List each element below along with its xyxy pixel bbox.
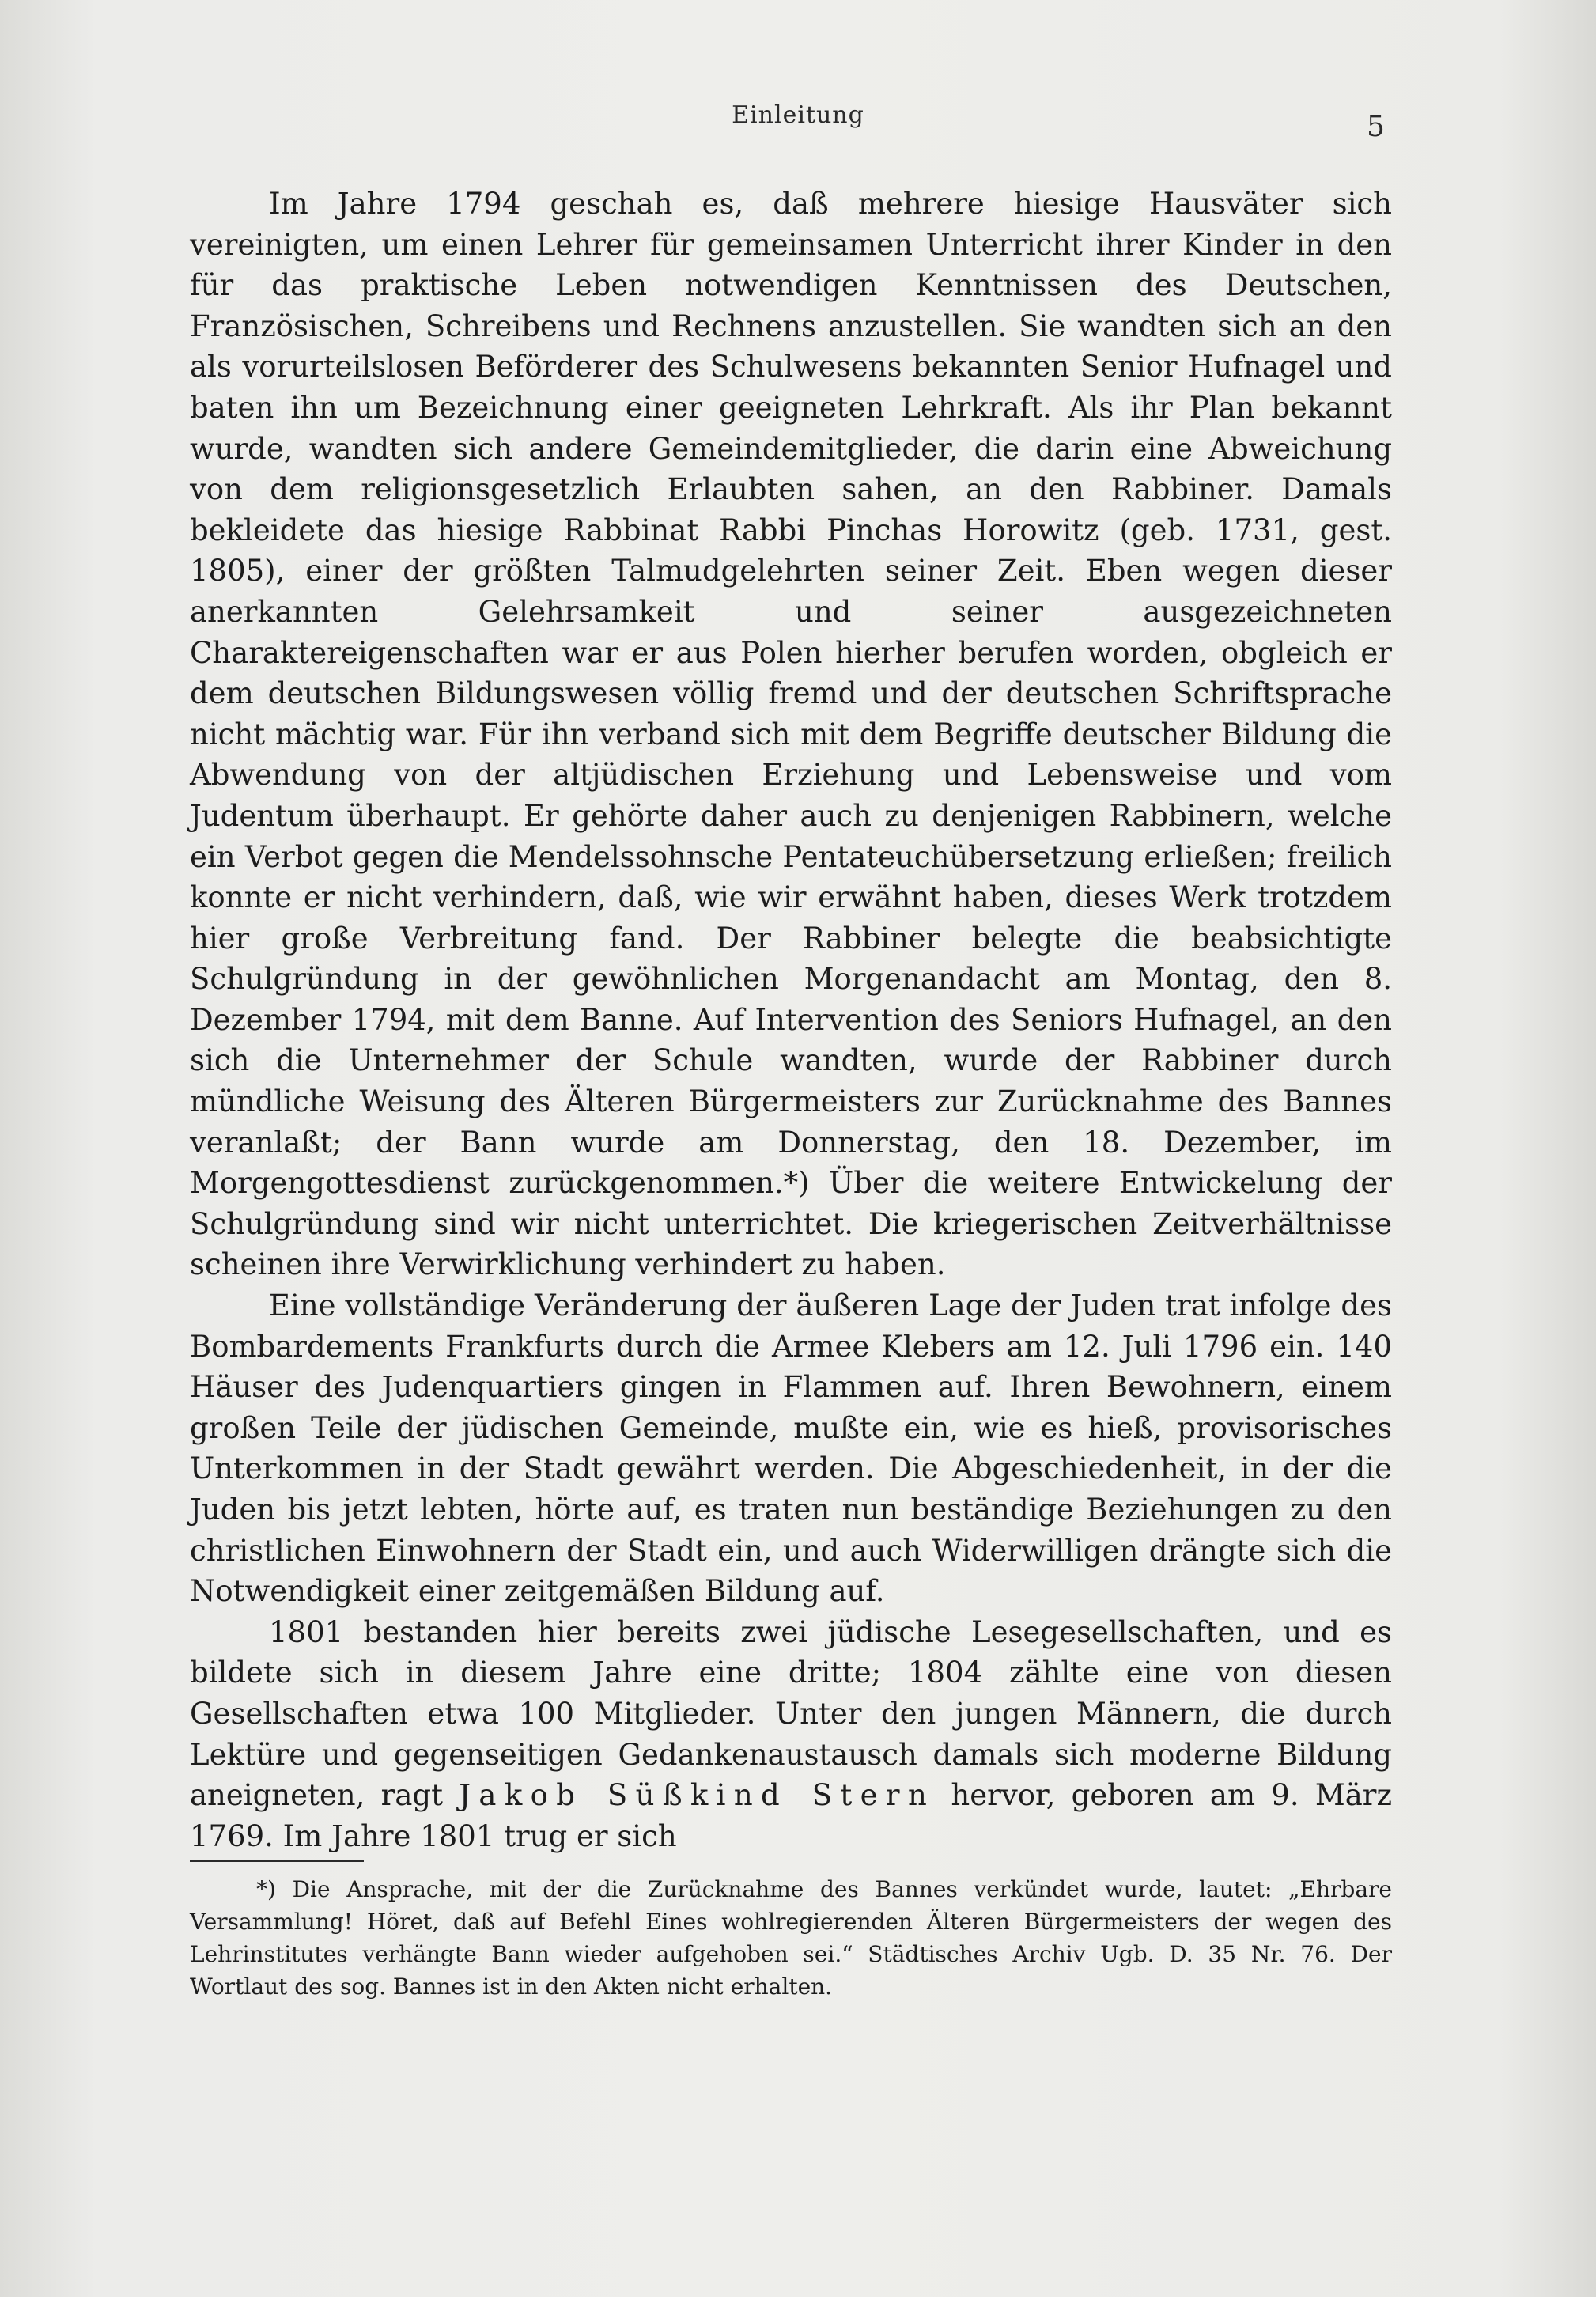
running-head: Einleitung <box>732 101 864 129</box>
paragraph-3 <box>190 1612 1392 1857</box>
paragraph-1: Im Jahre 1794 geschah es, daß mehrere hiesige Hausväter sich vereinigten, um einen Lehrer für gemeinsamen Unterricht ihrer Kinder in den für das praktische Leben notwendigen Kenntnissen des Deutschen, Französischen, Schreibens und Rechnens anzustellen. Sie wandten sich an den als vorurteilslosen Beförderer des Schulwesens bekannten Senior Hufnagel und baten ihn um Bezeichnung einer geeigneten Lehrkraft. Als ihr Plan bekannt wurde, wandten sich andere Gemeindemitglieder, die darin eine Abweichung von dem religionsgesetzlich Erlaubten sahen, an den Rabbiner. Damals bekleidete das hiesige Rabbinat Rabbi Pinchas Horowitz (geb. 1731, gest. 1805), einer der größten Talmudgelehrten seiner Zeit. Eben wegen dieser anerkannten Gelehrsamkeit und seiner ausgezeichneten Charaktereigenschaften war er aus Polen hierher berufen worden, obgleich er dem deutschen Bildungswesen völlig fremd und der deutschen Schriftsprache nicht mächtig war. Für ihn verband sich mit dem Begriffe deutscher Bildung die Abwendung von der altjüdischen Erziehung und Lebensweise und vom Judentum überhaupt. Er gehörte daher auch zu denjenigen Rabbinern, welche ein Verbot gegen die Mendelssohnsche Pentateuchübersetzung erließen; freilich konnte er nicht verhindern, daß, wie wir erwähnt haben, dieses Werk trotzdem hier große Verbreitung fand. Der Rabbiner belegte die beabsichtigte Schulgründung in der gewöhnlichen Morgenandacht am Montag, den 8. Dezember 1794, mit dem Banne. Auf Intervention des Seniors Hufnagel, an den sich die Unternehmer der Schule wandten, wurde der Rabbiner durch mündliche Weisung des Älteren Bürgermeisters zur Zurücknahme des Bannes veranlaßt; der Bann wurde am Donnerstag, den 18. Dezember, im Morgengottesdienst zurückgenommen.*) Über die weitere Entwickelung der Schulgründung sind wir nicht unterrichtet. Die kriegerischen Zeitverhältnisse scheinen ihre Verwirklichung verhindert zu haben. <box>190 187 1392 1282</box>
person-name-jakob-suesskind-stern: Jakob Süßkind Stern <box>459 1778 936 1813</box>
paragraph-2: Eine vollständige Veränderung der äußeren Lage der Juden trat infolge des Bombardements Frankfurts durch die Armee Klebers am 12. Juli 1796 ein. 140 Häuser des Judenquartiers gingen in Flammen auf. Ihren Bewohnern, einem großen Teile der jüdischen Gemeinde, mußte ein, wie es hieß, provisorisches Unterkommen in der Stadt gewährt werden. Die Abgeschiedenheit, in der die Juden bis jetzt lebten, hörte auf, es traten nun beständige Beziehungen zu den christlichen Einwohnern der Stadt ein, und auch Widerwilligen drängte sich die Notwendigkeit einer zeitgemäßen Bildung auf. <box>190 1289 1392 1609</box>
footnote <box>190 1873 1392 2003</box>
paragraph-3-text-after: hervor, geboren am 9. März 1769. Im Jahre 1801 trug er sich <box>190 1778 1392 1853</box>
paragraph-3-text-before: 1801 bestanden hier bereits zwei jüdische Lesegesellschaften, und es bildete sich in diesem Jahre eine dritte; 1804 zählte eine von diesen Gesellschaften etwa 100 Mitglieder. Unter den jungen Männern, die durch Lektüre und gegenseitigen Gedankenaustausch damals sich moderne Bildung aneigneten, ragt <box>190 1614 1392 1813</box>
body-text <box>190 184 1392 1856</box>
footnote-rule <box>190 1860 364 1862</box>
footnote-text: *) Die Ansprache, mit der die Zurücknahme des Bannes verkündet wurde, lautet: „Ehrbare Versammlung! Höret, daß auf Befehl Eines wohlregierenden Älteren Bürgermeisters der wegen des Lehrinstitutes verhängte Bann wieder aufgehoben sei.“ Städtisches Archiv Ugb. D. 35 Nr. 76. Der Wortlaut des sog. Bannes ist in den Akten nicht erhalten. <box>190 1876 1392 2000</box>
page-number: 5 <box>1367 111 1385 143</box>
